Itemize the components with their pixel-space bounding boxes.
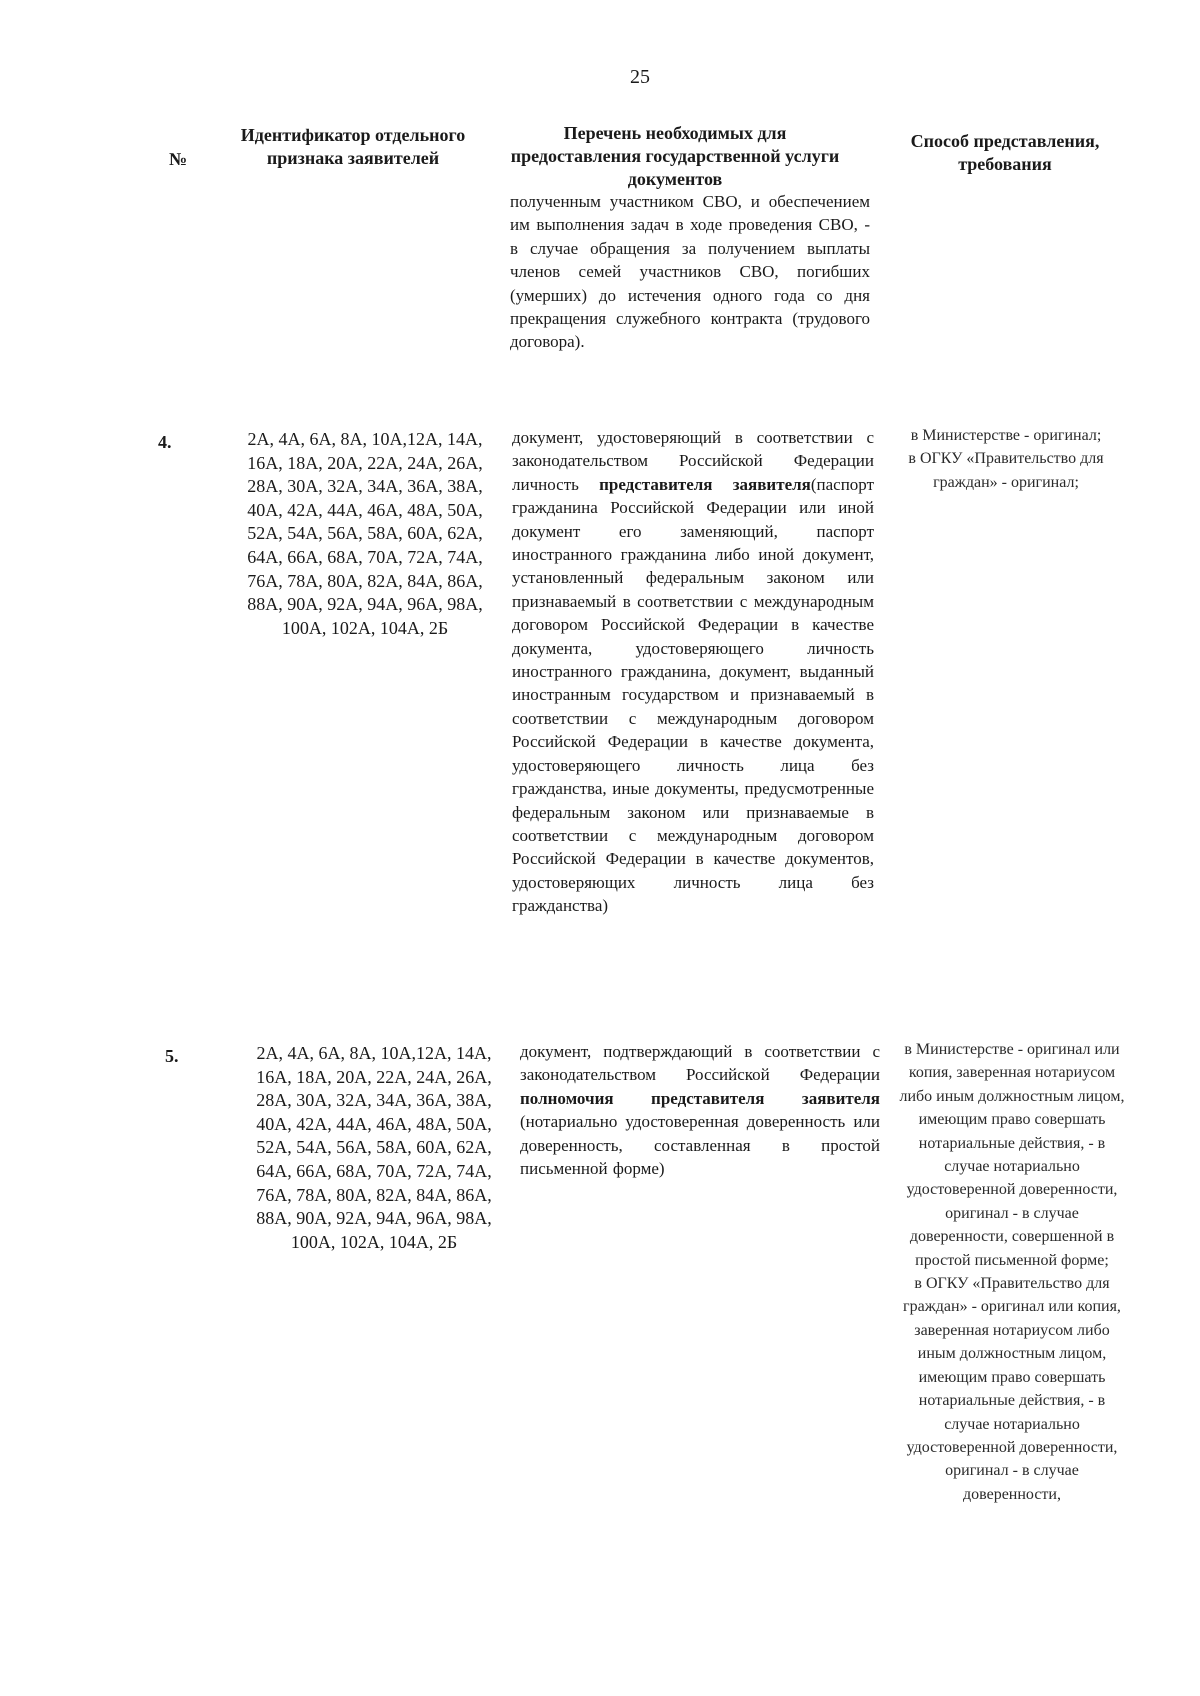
method-ogku: в ОГКУ «Правительство для граждан» - оригинал; <box>908 450 1104 491</box>
continuation-text: полученным участником СВО, и обеспечением им выполнения задач в ходе проведения СВО, - в случае обращения за получением выплаты членов семей участников СВО, погибших (умерших) до истечения одного года со дня прекращения служебного контракта (трудового договора). <box>510 192 870 352</box>
applicant-identifiers: 2А, 4А, 6А, 8А, 10А,12А, 14А, 16А, 18А, 20А, 22А, 24А, 26А, 28А, 30А, 32А, 34А, 36А, 38А, 40А, 42А, 44А, 46А, 48А, 50А, 52А, 54А, 56А, 58А, 60А, 62А, 64А, 66А, 68А, 70А, 72А, 74А, 76А, 78А, 80А, 82А, 84А, 86А, 88А, 90А, 92А, 94А, 96А, 98А, 100А, 102А, 104А, 2Б <box>247 429 483 638</box>
method-ogku: в ОГКУ «Правительство для граждан» - оригинал или копия, заверенная нотариусом либо иным должностным лицом, имеющим право совершать нотариальные действия, - в случае нотариально удостоверенной доверенности, оригинал - в случае доверенности, <box>903 1275 1121 1503</box>
document-text: (нотариально удостоверенная доверенность или доверенность, составленная в простой письменной форме) <box>520 1112 880 1179</box>
method-ministry: в Министерстве - оригинал или копия, заверенная нотариусом либо иным должностным лицом, имеющим право совершать нотариальные действия, - в случае нотариально удостоверенной доверенности, оригинал - в случае доверенности, совершенной в простой письменной форме; <box>899 1041 1125 1269</box>
column-header-method: Способ представления, требования <box>910 131 1100 174</box>
document-text: документ, подтверждающий в соответствии с законодательством Российской Федерации <box>520 1042 880 1085</box>
required-document <box>520 1040 880 1180</box>
submission-method <box>898 1038 1126 1506</box>
document-text: документ, удостоверяющий в соответствии с законодательством Российской Федерации личность <box>512 428 874 494</box>
method-ministry: в Министерстве - оригинал; <box>910 427 1102 444</box>
applicant-identifiers: 2А, 4А, 6А, 8А, 10А,12А, 14А, 16А, 18А, 20А, 22А, 24А, 26А, 28А, 30А, 32А, 34А, 36А, 38А, 40А, 42А, 44А, 46А, 48А, 50А, 52А, 54А, 56А, 58А, 60А, 62А, 64А, 66А, 68А, 70А, 72А, 74А, 76А, 78А, 80А, 82А, 84А, 86А, 88А, 90А, 92А, 94А, 96А, 98А, 100А, 102А, 104А, 2Б <box>256 1043 492 1252</box>
document-text-bold: представителя заявителя <box>599 474 811 494</box>
column-header-documents: Перечень необходимых для предоставления государственной услуги документов <box>510 123 840 189</box>
document-text: (паспорт гражданина Российской Федерации или иной документ его заменяющий, паспорт иностранного гражданина либо иной документ, установленный федеральным законом или признаваемый в соответствии с международным договором Российской Федерации в качестве документа, удостоверяющего личность иностранного гражданина, документ, выданный иностранным государством и признаваемый в соответствии с международным договором Российской Федерации в качестве документа, удостоверяющего личность лица без гражданства, иные документы, предусмотренные федеральным законом или признаваемые в соответствии с международным договором Российской Федерации в качестве документов, удостоверяющих личность лица без гражданства) <box>512 474 874 916</box>
row-number: 4. <box>158 432 172 452</box>
row-number: 5. <box>165 1046 179 1066</box>
column-header-identifier: Идентификатор отдельного признака заявителей <box>240 125 466 168</box>
required-document <box>512 426 874 918</box>
submission-method <box>888 424 1124 494</box>
column-header-number: № <box>168 149 188 169</box>
page-number: 25 <box>630 66 650 88</box>
document-text-bold: полномочия представителя заявителя <box>520 1088 880 1108</box>
